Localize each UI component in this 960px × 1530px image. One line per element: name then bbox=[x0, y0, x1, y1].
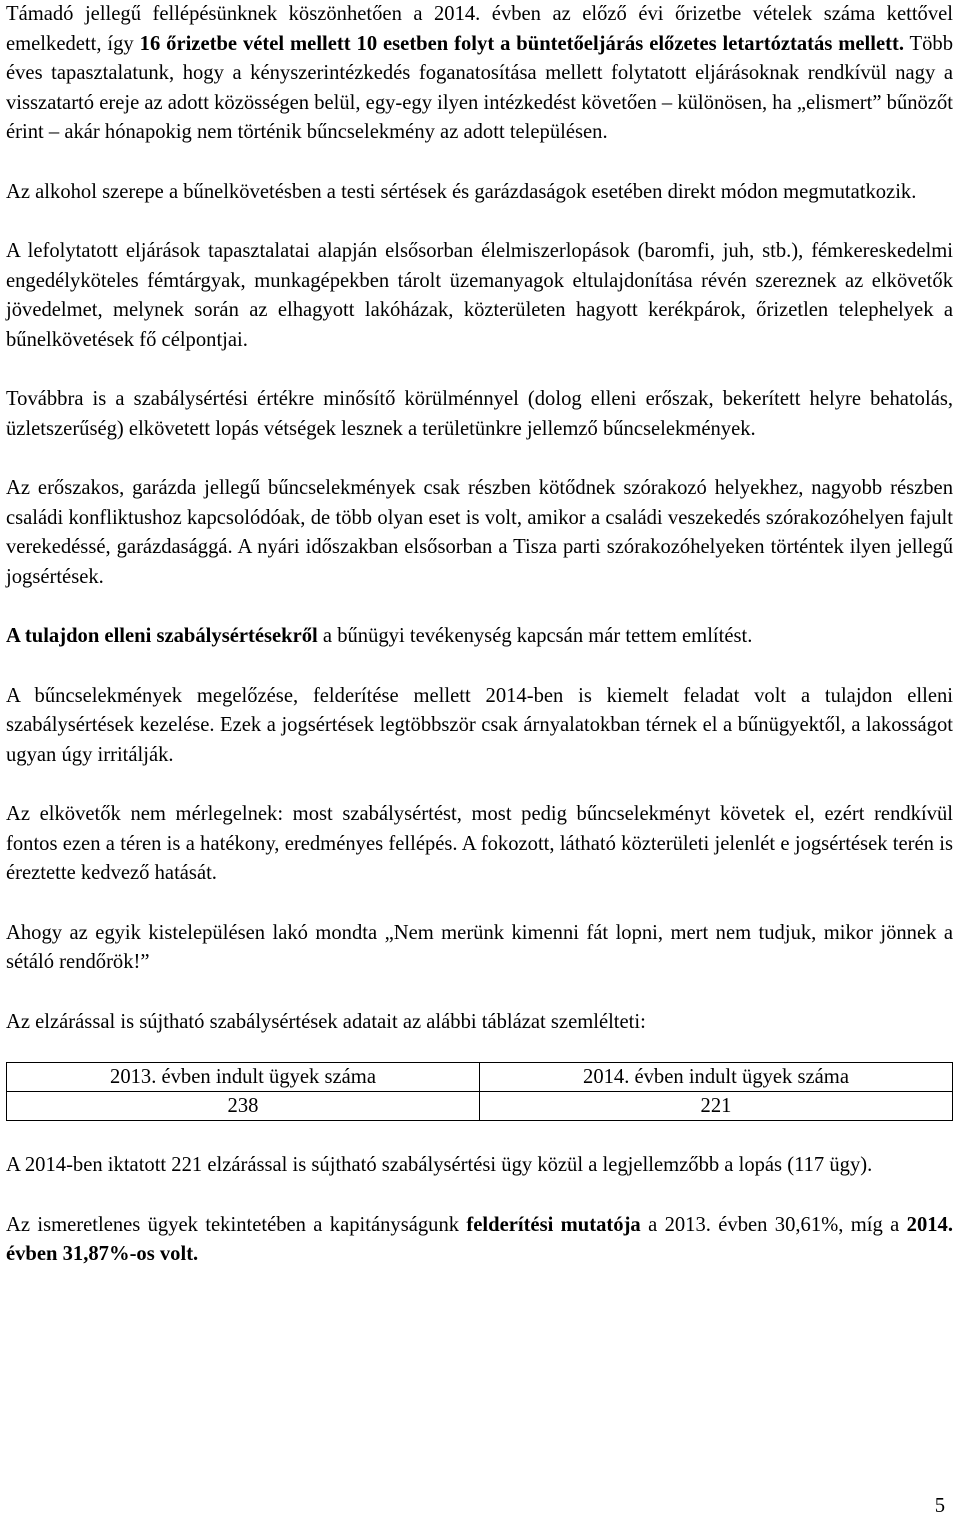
paragraph-prevention: A bűncselekmények megelőzése, felderítése mellett 2014-ben is kiemelt feladat volt a tulajdon elleni szabálysértések kezelése. Ezek a jogsértések legtöbbször csak árnyalatokban térnek el a bűnügyektől, a lakosságot ugyan úgy irritálják. bbox=[6, 684, 953, 766]
table-cell-2014: 221 bbox=[480, 1092, 953, 1121]
bold-property-infringements: A tulajdon elleni szabálysértésekről bbox=[6, 625, 318, 647]
table-header-row bbox=[7, 1063, 953, 1092]
paragraph-property-infringements: A tulajdon elleni szabálysértésekről a bűnügyi tevékenység kapcsán már tettem említést. bbox=[6, 625, 753, 647]
page-number: 5 bbox=[934, 1495, 945, 1517]
paragraph-table-intro: Az elzárással is sújtható szabálysértések adatait az alábbi táblázat szemlélteti: bbox=[6, 1010, 646, 1033]
table-cell-2013: 238 bbox=[7, 1092, 480, 1121]
paragraph-violent-crimes: Az erőszakos, garázda jellegű bűncselekmények csak részben kötődnek szórakozó helyekhez, nagyobb részben családi konfliktushoz kapcsolódóak, de több olyan eset is volt, amikor a családi veszekedés szórakozóhelyen fajult verekedéssé, garázdasággá. A nyári időszakban elsősorban a Tisza parti szórakozóhelyeken történtek ilyen jellegű jogsértések. bbox=[6, 477, 953, 588]
bold-detection-rate: felderítési mutatója bbox=[466, 1213, 641, 1236]
paragraph-offenders: Az elkövetők nem mérlegelnek: most szabálysértést, most pedig bűncselekményt követek el, ezért rendkívül fontos ezen a téren is a hatékony, eredményes fellépés. A fokozott, látható közterületi jelenlét e jogsértések terén is éreztette kedvező hatását. bbox=[6, 803, 953, 884]
bold-detention-stats: 16 őrizetbe vétel mellett 10 esetben folyt a büntetőeljárás előzetes letartóztatás mellett. bbox=[139, 32, 904, 55]
table-header-2014: 2014. évben indult ügyek száma bbox=[480, 1063, 953, 1092]
paragraph-alcohol: Az alkohol szerepe a bűnelkövetésben a testi sértések és garázdaságok esetében direkt módon megmutatkozik. bbox=[6, 180, 917, 203]
bold-2014-rate: 2014. évben 31,87%-os volt. bbox=[6, 1213, 953, 1265]
paragraph-theft-offences: Továbbra is a szabálysértési értékre minősítő körülménnyel (dolog elleni erőszak, bekerített helyre behatolás, üzletszerűség) elkövetett lopás vétségek lesznek a területünkre jellemző bűncselekmények. bbox=[6, 388, 953, 440]
paragraph-theft-targets: A lefolytatott eljárások tapasztalatai alapján elsősorban élelmiszerlopások (baromfi, juh, stb.), fémkereskedelmi engedélyköteles fémtárgyak, munkagépekben tárolt üzemanyagok eltulajdonítása révén szereznek az elkövetők jövedelmet, melynek során az elhagyott lakóházak, közterületen hagyott kerékpárok, őrizetlen telephelyek a bűnelkövetések fő célpontjai. bbox=[6, 240, 953, 351]
paragraph-theft-count: A 2014-ben iktatott 221 elzárással is sújtható szabálysértési ügy közül a legjellemzőbb a lopás (117 ügy). bbox=[6, 1154, 873, 1176]
cases-table-wrapper bbox=[6, 1062, 953, 1121]
paragraph-detection-rate: Az ismeretlenes ügyek tekintetében a kapitányságunk felderítési mutatója a 2013. évben 30,61%, míg a 2014. évben 31,87%-os volt. bbox=[6, 1213, 953, 1265]
table-row bbox=[7, 1092, 953, 1121]
cases-table bbox=[6, 1062, 953, 1121]
paragraph-detentions: Támadó jellegű fellépésünknek köszönhetően a 2014. évben az előző évi őrizetbe vételek száma kettővel emelkedett, így 16 őrizetbe vétel mellett 10 esetben folyt a büntetőeljárás előzetes letartóztatás mellett. Több éves tapasztalatunk, hogy a kényszerintézkedés foganatosítása mellett folytatott eljárásoknak rendkívül nagy a visszatartó ereje az adott közösségen belül, egy-egy ilyen intézkedést követően – különösen, ha „elismert” bűnözőt érint – akár hónapokig nem történik bűncselekmény az adott településen. bbox=[6, 3, 953, 143]
table-header-2013: 2013. évben indult ügyek száma bbox=[7, 1063, 480, 1092]
paragraph-quote: Ahogy az egyik kistelepülésen lakó mondta „Nem merünk kimenni fát lopni, mert nem tudjuk, mikor jönnek a sétáló rendőrök!” bbox=[6, 921, 953, 973]
document-page bbox=[6, 0, 953, 1530]
